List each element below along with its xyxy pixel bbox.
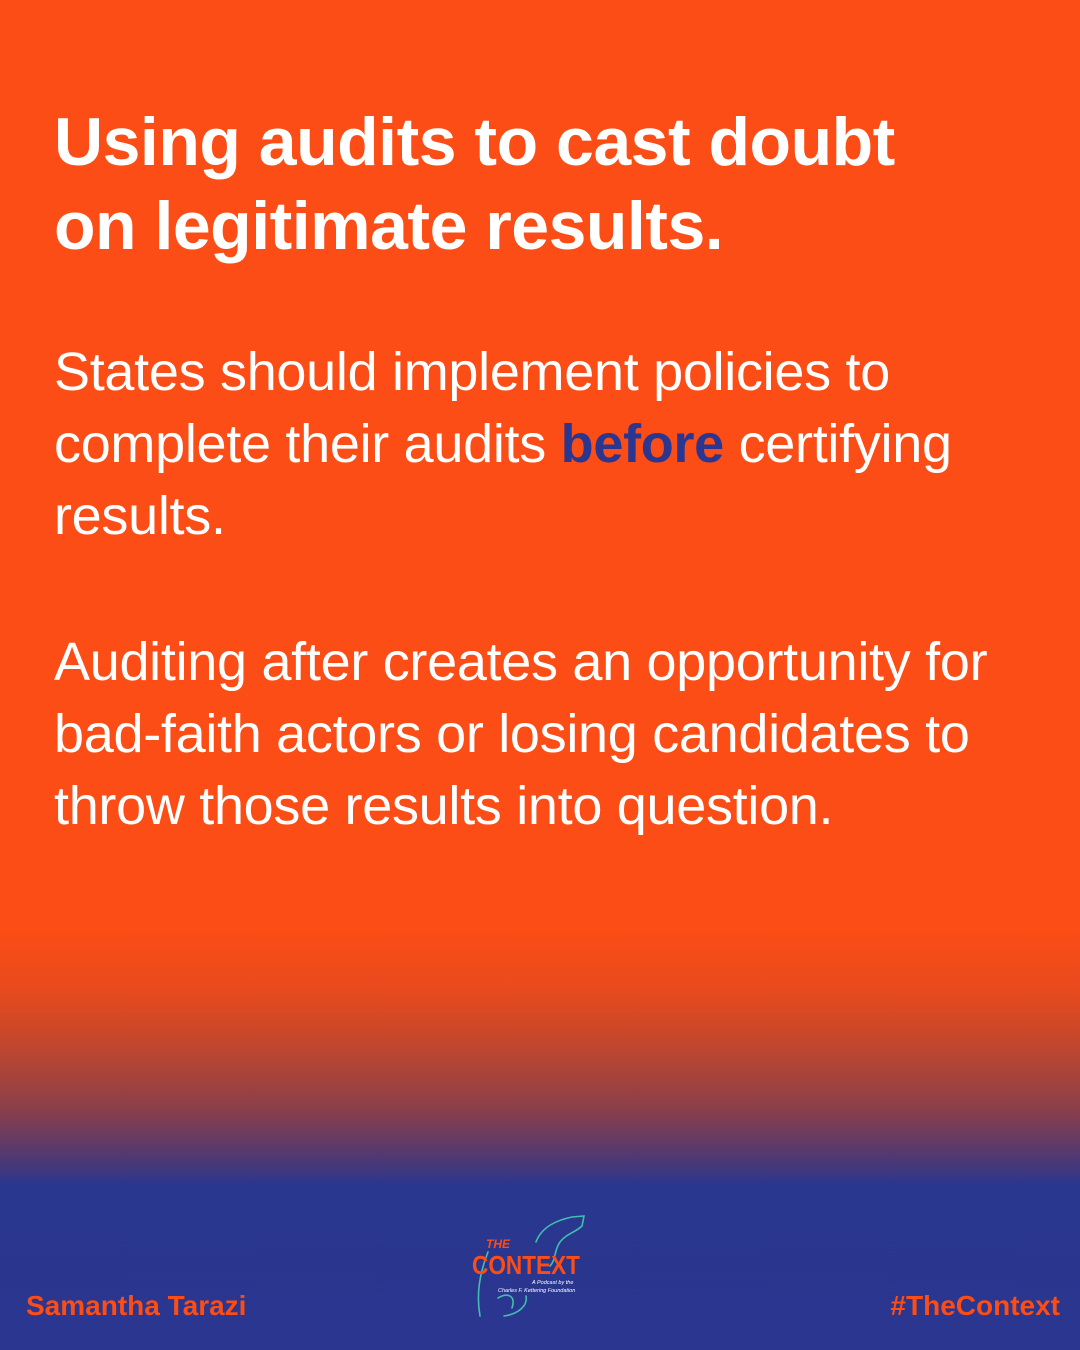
headline-line-1: Using audits to cast doubt (54, 104, 895, 180)
author-name: Samantha Tarazi (26, 1290, 247, 1321)
accent-word-before: before (560, 414, 724, 474)
context-logo-graphic (468, 1212, 592, 1328)
logo-tagline-2: Charles F. Kettering Foundation (498, 1288, 576, 1294)
logo-tagline-1: A Podcast by the (532, 1280, 574, 1286)
headline (54, 100, 1014, 268)
hashtag: #TheContext (890, 1290, 1060, 1321)
paragraph-1-tail: certifying results. (54, 414, 952, 546)
logo-small-word: THE (486, 1237, 510, 1251)
headline-line-2: on legitimate results. (54, 188, 724, 264)
logo-big-word: CONTEXT (472, 1250, 581, 1280)
paragraph-states-policies (54, 336, 1054, 552)
paragraph-auditing-after: Auditing after creates an opportunity for bad-faith actors or losing candidates to throw those results into question. (54, 632, 988, 836)
paragraph-1-lead: States should implement policies to complete their audits (54, 342, 890, 474)
the-context-logo (468, 1212, 592, 1328)
